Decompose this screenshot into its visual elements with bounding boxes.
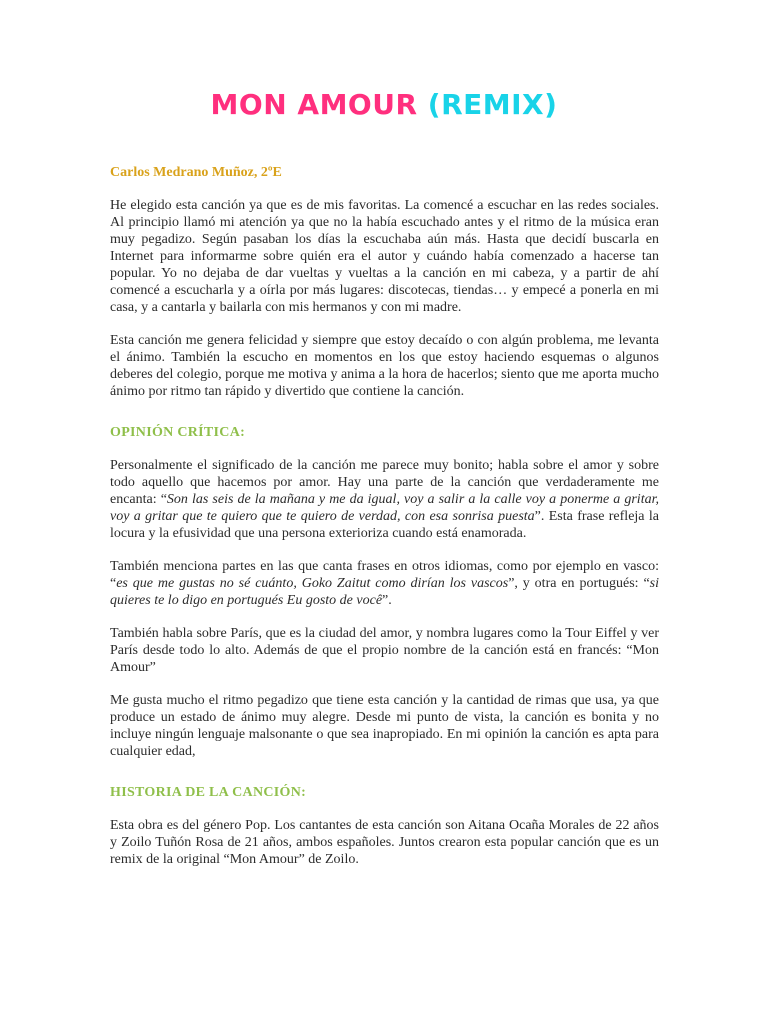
title-main: MON AMOUR (210, 88, 418, 121)
opinion-p2-quote-portuguese: si quieres te lo digo en portugués Eu gosto de você (110, 576, 660, 608)
history-paragraph-1: Esta obra es del género Pop. Los cantantes de esta canción son Aitana Ocaña Morales de 22 años y Zoilo Tuñón Rosa de 21 años, ambos españoles. Juntos crearon esta popular canción que es un remix de la original “Mon Amour” de Zoilo. (110, 818, 659, 867)
opinion-p1-text-before: Personalmente el significado de la canción me parece muy bonito; habla sobre el amor y sobre todo aquello que hacemos por amor. Hay una parte de la canción que verdaderamente me encanta: “ (110, 458, 659, 507)
opinion-p2-text-middle: ”, y otra en portugués: “ (508, 576, 650, 591)
author-line: Carlos Medrano Muñoz, 2ºE (110, 165, 282, 180)
opinion-paragraph-4: Me gusta mucho el ritmo pegadizo que tiene esta canción y la cantidad de rimas que usa, ya que produce un estado de ánimo muy alegre. Desde mi punto de vista, la canción es bonita y no incluye ningún lenguaje malsonante o que sea inapropiado. En mi opinión la canción es apta para cualquier edad, (110, 693, 659, 759)
opinion-paragraph-1 (110, 457, 659, 542)
opinion-p2-text-before: También menciona partes en las que canta frases en otros idiomas, como por ejemplo en vasco: “ (110, 559, 659, 591)
document-body (110, 164, 659, 884)
opinion-heading: OPINIÓN CRÍTICA: (110, 425, 246, 440)
opinion-p1-text-after: ”. Esta frase refleja la locura y la efusividad que una persona exterioriza cuando está enamorada. (110, 509, 659, 541)
opinion-p1-quote: Son las seis de la mañana y me da igual, voy a salir a la calle voy a ponerme a gritar, voy a gritar que te quiero que te quiero de verdad, con esa sonrisa puesta (110, 492, 659, 524)
intro-paragraph-2: Esta canción me genera felicidad y siempre que estoy decaído o con algún problema, me levanta el ánimo. También la escucho en momentos en los que estoy haciendo esquemas o algunos deberes del colegio, porque me motiva y anima a la hora de hacerlos; siento que me aporta mucho ánimo por ritmo tan rápido y divertido que contiene la canción. (110, 333, 659, 399)
intro-paragraph-1: He elegido esta canción ya que es de mis favoritas. La comencé a escuchar en las redes sociales. Al principio llamó mi atención ya que no la había escuchado antes y el ritmo de la música eran muy pegadizo. Según pasaban los días la escuchaba aún más. Hasta que decidí buscarla en Internet para informarme sobre quién era el autor y cuándo había comenzado a hacerse tan popular. Yo no dejaba de dar vueltas y vueltas a la canción en mi cabeza, y a partir de ahí comencé a escucharla y a oírla por más lugares: discotecas, tiendas… y empecé a ponerla en mi casa, y a cantarla y bailarla con mis hermanos y con mi madre. (110, 198, 659, 315)
opinion-paragraph-3: También habla sobre París, que es la ciudad del amor, y nombra lugares como la Tour Eiffel y ver París desde todo lo alto. Además de que el propio nombre de la canción está en francés: “Mon Amour” (110, 626, 659, 675)
history-heading: HISTORIA DE LA CANCIÓN: (110, 785, 307, 800)
opinion-p2-quote-basque: es que me gustas no sé cuánto, Goko Zaitut como dirían los vascos (116, 576, 509, 591)
document-title (0, 88, 768, 121)
title-accent: (REMIX) (427, 88, 558, 121)
opinion-p2-text-after: ”. (382, 593, 392, 608)
opinion-paragraph-2 (110, 558, 659, 609)
